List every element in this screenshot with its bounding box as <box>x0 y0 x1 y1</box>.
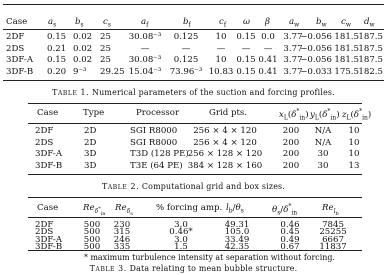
t2-row-processor: SGI R8000 <box>130 137 178 148</box>
t2-row-grid: 384 × 128 × 160 <box>187 160 263 171</box>
t2-row-grid: 256 × 4 × 120 <box>193 126 257 136</box>
t2-row-zl: 10 <box>348 126 360 136</box>
t1-row-cs: 25 <box>100 55 111 65</box>
t2-header-case: Case <box>37 108 59 118</box>
t3-row-forcing: 0.46* <box>169 227 193 238</box>
t1-row-bw: −0.056 <box>300 43 332 54</box>
t1-row-bs: 0.02 <box>73 32 93 42</box>
t3-row-theta-din: 0.46 <box>280 220 300 230</box>
t3-row-theta-din: 0.45 <box>280 227 300 238</box>
t1-row-cf: 10 <box>215 32 227 42</box>
t3-row-re-din: 500 <box>83 227 101 238</box>
t3-row-theta-din: 0.49 <box>280 234 300 245</box>
t1-row-dw: 187.5 <box>358 43 383 54</box>
t1-row-case: 2DF <box>6 32 25 42</box>
t2-header-xl: $x_L(\delta^*_{in})$ <box>279 108 309 122</box>
table-2-top-rule <box>28 103 362 104</box>
t2-header-grid: Grid pts. <box>209 108 248 118</box>
t1-row-cf: 10.83 <box>208 66 234 77</box>
t1-row-omega: — <box>241 43 251 54</box>
t3-row-re-din: 500 <box>83 220 101 230</box>
t3-row-re-ds: 315 <box>113 227 131 238</box>
t1-row-omega: 0.15 <box>236 32 256 42</box>
table-3-top-rule <box>28 197 362 198</box>
t3-row-theta-din: 0.67 <box>280 242 300 253</box>
t1-row-cw: 181.5 <box>334 32 359 42</box>
t3-row-lb-theta: 49.31 <box>224 220 250 230</box>
table-2-caption <box>0 182 387 191</box>
t3-row-forcing: 3.0 <box>174 234 188 245</box>
t1-row-case: 2DS <box>6 43 25 54</box>
table-3-caption-label: Table 3. <box>89 264 127 273</box>
t3-row-re-din: 500 <box>83 242 101 253</box>
t1-row-cw: 175.5 <box>334 66 359 77</box>
t2-row-type: 2D <box>84 126 97 136</box>
t1-row-bs: 0.02 <box>73 43 93 54</box>
t2-row-case: 3DF-B <box>35 160 63 171</box>
t2-row-yl: N/A <box>314 137 332 148</box>
t1-header-af: $a_f$ <box>141 17 149 29</box>
t1-row-bw: −0.056 <box>300 55 332 65</box>
t1-row-af: 30.08⁻³ <box>128 32 162 42</box>
table-1-top-rule <box>3 4 384 5</box>
t2-row-case: 2DF <box>35 126 54 136</box>
t2-row-zl: 13 <box>348 160 360 171</box>
t2-row-type: 2D <box>84 137 97 148</box>
t2-row-case: 3DF-A <box>35 149 63 159</box>
t1-row-dw: 182.5 <box>358 66 383 77</box>
t1-row-as: 0.15 <box>47 55 67 65</box>
t2-row-xl: 200 <box>282 126 300 136</box>
t1-header-cf: $c_f$ <box>219 17 227 29</box>
t3-row-case: 3DF-B <box>35 242 63 253</box>
t3-row-forcing: 3.0 <box>174 220 188 230</box>
t1-row-omega: 0.15 <box>236 55 256 65</box>
t1-row-bs: 9⁻³ <box>73 66 87 77</box>
t1-header-beta: β <box>265 17 270 27</box>
table-2-mid-rule <box>28 123 362 124</box>
t1-header-aw: $a_w$ <box>289 17 300 29</box>
t3-header-re-din: $Re_{\delta^*_{in}}$ <box>83 203 106 217</box>
t1-row-bf: 73.96⁻³ <box>169 66 203 77</box>
t3-row-re-lb: 11837 <box>319 242 347 253</box>
t2-row-xl: 200 <box>282 137 300 148</box>
table-3-caption-text: Data relating to mean bubble structure. <box>129 264 298 273</box>
t1-header-bf: $b_f$ <box>183 17 191 29</box>
t2-row-zl: 10 <box>348 137 360 148</box>
table-1-caption <box>0 88 387 97</box>
table-1-caption-label: Table 1. <box>52 88 90 97</box>
t1-row-bw: −0.033 <box>300 66 332 77</box>
t2-header-type: Type <box>83 108 105 118</box>
t2-row-grid: 256 × 4 × 120 <box>193 137 257 148</box>
t1-row-dw: 187.5 <box>358 32 383 42</box>
t1-row-beta: 0.0 <box>261 32 275 42</box>
t2-header-zl: $z_L(\delta^*_{in})$ <box>342 108 372 122</box>
t1-header-dw: $d_w$ <box>364 17 375 29</box>
t3-row-lb-theta: 42.35 <box>224 242 250 253</box>
t2-row-grid: 256 × 128 × 120 <box>187 149 263 159</box>
t2-row-xl: 200 <box>282 160 300 171</box>
t1-row-aw: 3.77 <box>283 55 303 65</box>
t3-row-re-din: 500 <box>83 234 101 245</box>
t1-row-aw: 3.77 <box>283 32 303 42</box>
table-2-caption-text: Computational grid and box sizes. <box>141 182 286 191</box>
t3-row-re-lb: 7845 <box>322 220 344 230</box>
t1-row-beta: 0.41 <box>258 55 278 65</box>
t3-row-re-lb: 6667 <box>322 234 344 245</box>
t3-row-re-lb: 25255 <box>319 227 347 238</box>
t1-row-beta: — <box>263 43 273 54</box>
t3-header-theta-din: $\theta_s/\delta^*_{in}$ <box>272 203 298 217</box>
t1-header-omega: ω <box>243 17 251 27</box>
t1-row-as: 0.21 <box>47 43 67 54</box>
t1-row-cf: — <box>216 43 226 54</box>
t1-row-cs: 29.25 <box>100 66 125 77</box>
t1-row-cf: 10 <box>215 55 227 65</box>
t2-row-zl: 10 <box>348 149 360 159</box>
table-3-footnote: * maximum turbulence intensity at separation without forcing. <box>84 253 335 262</box>
t3-row-lb-theta: 105.0 <box>224 227 250 238</box>
t3-header-lb-theta: $l_b/\theta_s$ <box>226 203 244 215</box>
table-2-caption-label: Table 2. <box>101 182 140 191</box>
t2-row-processor: T3E (64 PE) <box>130 160 183 171</box>
t2-row-yl: 30 <box>317 149 329 159</box>
t3-row-forcing: 1.5 <box>174 242 188 253</box>
t3-row-re-ds: 230 <box>113 220 131 230</box>
t2-row-type: 3D <box>84 149 97 159</box>
table-3-caption <box>0 264 387 273</box>
table-3-mid-rule <box>28 217 362 218</box>
t3-row-case: 2DF <box>35 220 54 230</box>
t1-row-case: 3DF-B <box>6 66 34 77</box>
t1-header-cw: $c_w$ <box>341 17 351 29</box>
t3-row-re-ds: 246 <box>113 234 131 245</box>
t1-row-bw: −0.056 <box>300 32 332 42</box>
t2-header-yl: $y_L(\delta^*_{in})$ <box>310 108 340 122</box>
t1-header-bs: $b_s$ <box>75 17 84 29</box>
t1-row-bs: 0.02 <box>73 55 93 65</box>
t2-row-yl: N/A <box>314 126 332 136</box>
t1-row-bf: 0.125 <box>173 32 199 42</box>
t2-row-yl: 30 <box>317 160 329 171</box>
t3-row-lb-theta: 33.49 <box>224 234 250 245</box>
t2-row-case: 2DS <box>35 137 54 148</box>
t1-header-cs: $c_s$ <box>103 17 111 29</box>
t1-header-bw: $b_w$ <box>316 17 327 29</box>
t1-row-cs: 25 <box>100 32 111 42</box>
t1-row-as: 0.15 <box>47 32 67 42</box>
t3-header-forcing: % forcing amp. <box>156 203 223 213</box>
t1-row-cw: 181.5 <box>334 55 359 65</box>
t1-row-case: 3DF-A <box>6 55 34 65</box>
t1-row-dw: 187.5 <box>358 55 383 65</box>
t3-header-re-lb: $Re_{l_b}$ <box>322 203 339 217</box>
t2-row-type: 3D <box>84 160 97 171</box>
t1-row-cs: 25 <box>100 43 111 54</box>
t2-header-processor: Processor <box>136 108 180 118</box>
t1-row-bf: 0.125 <box>173 55 199 65</box>
t3-row-case: 3DF-A <box>35 234 63 245</box>
table-2-bottom-rule <box>28 174 362 175</box>
t1-row-aw: 3.77 <box>283 66 303 77</box>
t1-row-af: 30.08⁻³ <box>128 55 162 65</box>
t1-row-omega: 0.15 <box>236 66 256 77</box>
t3-header-case: Case <box>37 203 59 213</box>
t1-row-bf: — <box>181 43 191 54</box>
t2-row-xl: 200 <box>282 149 300 159</box>
table-1-mid-rule <box>3 29 384 30</box>
t1-header-as: $a_s$ <box>48 17 57 29</box>
t1-row-cw: 181.5 <box>334 43 359 54</box>
t2-row-processor: T3D (128 PE) <box>130 149 189 159</box>
t2-row-processor: SGI R8000 <box>130 126 178 136</box>
t3-row-re-ds: 335 <box>113 242 131 253</box>
t1-row-af: — <box>140 43 150 54</box>
table-3-bottom-rule <box>28 250 362 251</box>
t1-row-beta: 0.41 <box>258 66 278 77</box>
table-1-caption-text: Numerical parameters of the suction and forcing profiles. <box>92 88 335 97</box>
t1-row-as: 0.20 <box>47 66 67 77</box>
t3-row-case: 2DS <box>35 227 54 238</box>
t1-row-af: 15.04⁻³ <box>128 66 162 77</box>
t1-header-case: Case <box>6 17 28 27</box>
t3-header-re-ds: $Re_{\delta_s}$ <box>115 203 133 217</box>
t1-row-aw: 3.77 <box>283 43 303 54</box>
table-1-bottom-rule <box>3 80 384 81</box>
